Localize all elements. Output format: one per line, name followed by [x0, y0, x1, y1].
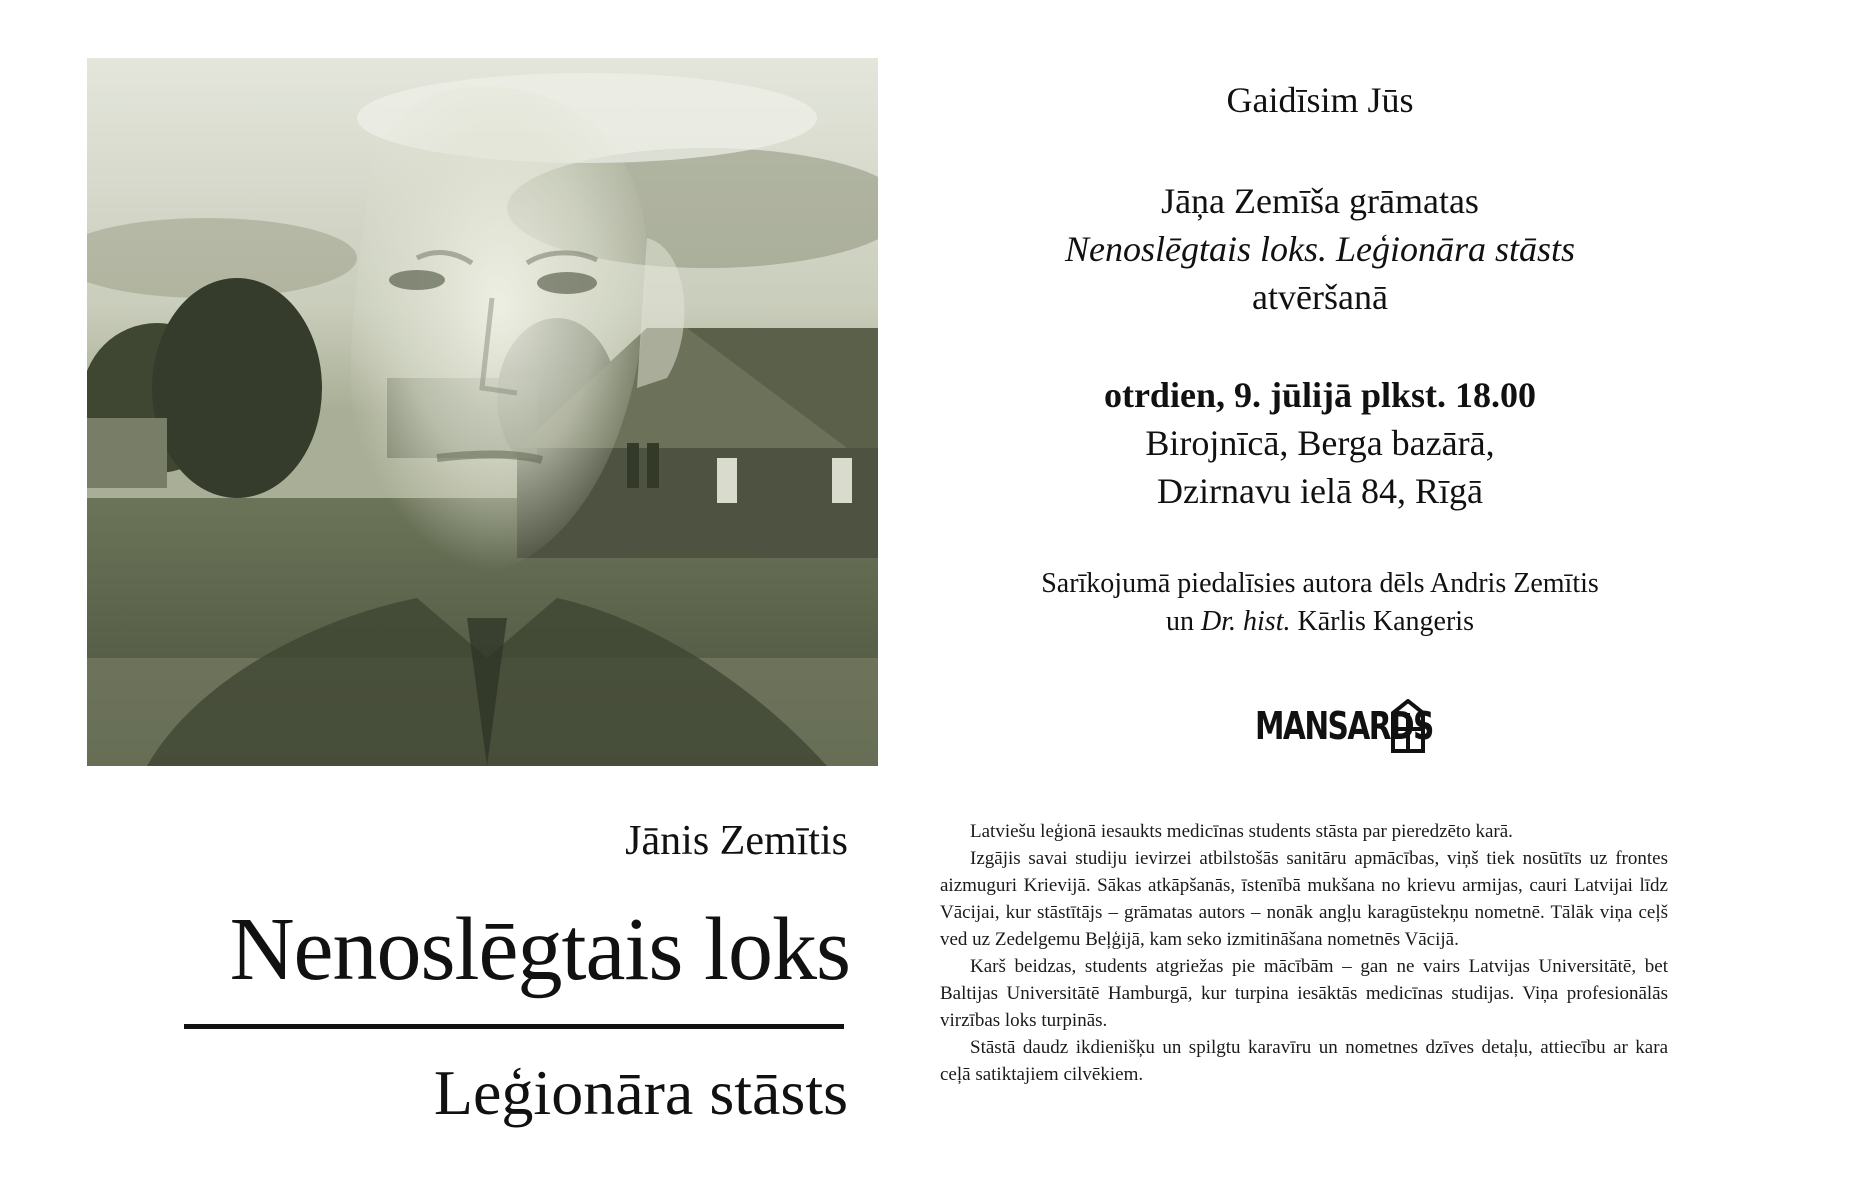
book-description	[940, 818, 1668, 1088]
cover-photo	[87, 58, 878, 766]
invitation-greeting: Gaidīsim Jūs	[1226, 80, 1414, 120]
lead-line-1: Jāņa Zemīša grāmatas	[1161, 181, 1479, 221]
publisher-logo	[1255, 695, 1433, 757]
description-paragraph: Latviešu leģionā iesaukts medicīnas students stāsta par pieredzēto karā.	[970, 821, 1513, 842]
description-paragraph: Karš beidzas, students atgriežas pie mācībām – gan ne vairs Latvijas Universitātē, bet Baltijas Universitātē Hamburgā, kur turpina iesāktās medicīnas studijas. Viņa profesionālās virzības loks turpinās.	[940, 956, 1668, 1031]
cover-title: Nenoslēgtais loks	[229, 900, 850, 999]
lead-book-title: Nenoslēgtais loks. Leģionāra stāsts	[1064, 229, 1576, 269]
cover-subtitle: Leģionāra stāsts	[433, 1057, 848, 1128]
description-paragraph: Izgājis savai studiju ievirzei atbilstošās sanitāru apmācības, viņš tiek nosūtīts uz frontes aizmuguri Krievijā. Sākas atkāpšanās, īstenībā mukšana no krievu armijas, cauri Latvijai līdz Vācijai, kur stāstītājs – grāmatas autors – nonāk angļu karagūstekņu nometnē. Tālāk viņa ceļš ved uz Zedelgemu Beļģijā, kam seko izmitināšana nometnēs Vācijā.	[940, 848, 1668, 950]
guests-title-italic: Dr. hist.	[1201, 606, 1291, 637]
guests-line-1: Sarīkojumā piedalīsies autora dēls Andris Zemītis	[1041, 568, 1599, 599]
cover-author: Jānis Zemītis	[625, 818, 848, 864]
guests-line-2	[960, 603, 1680, 641]
guests-line-2-post: Kārlis Kangeris	[1297, 606, 1474, 637]
event-venue-line-2: Dzirnavu ielā 84, Rīgā	[1157, 471, 1483, 511]
invitation-lead	[960, 177, 1680, 321]
event-date-time: otrdien, 9. jūlijā plkst. 18.00	[1103, 375, 1537, 415]
event-guests	[960, 565, 1680, 641]
cover-photo-illustration	[87, 58, 878, 766]
lead-line-3: atvēršanā	[1252, 277, 1388, 317]
house-window-icon	[1391, 699, 1425, 753]
publisher-wordmark: MANSARDS	[1255, 704, 1433, 748]
description-paragraph: Stāstā daudz ikdienišķu un spilgtu karavīru un nometnes dzīves detaļu, attiecību ar kara ceļā satiktajiem cilvēkiem.	[940, 1037, 1668, 1085]
title-divider	[184, 1024, 844, 1029]
guests-line-2-pre: un	[1166, 606, 1194, 637]
event-venue-line-1: Birojnīcā, Berga bazārā,	[1145, 423, 1495, 463]
event-details	[960, 371, 1680, 515]
